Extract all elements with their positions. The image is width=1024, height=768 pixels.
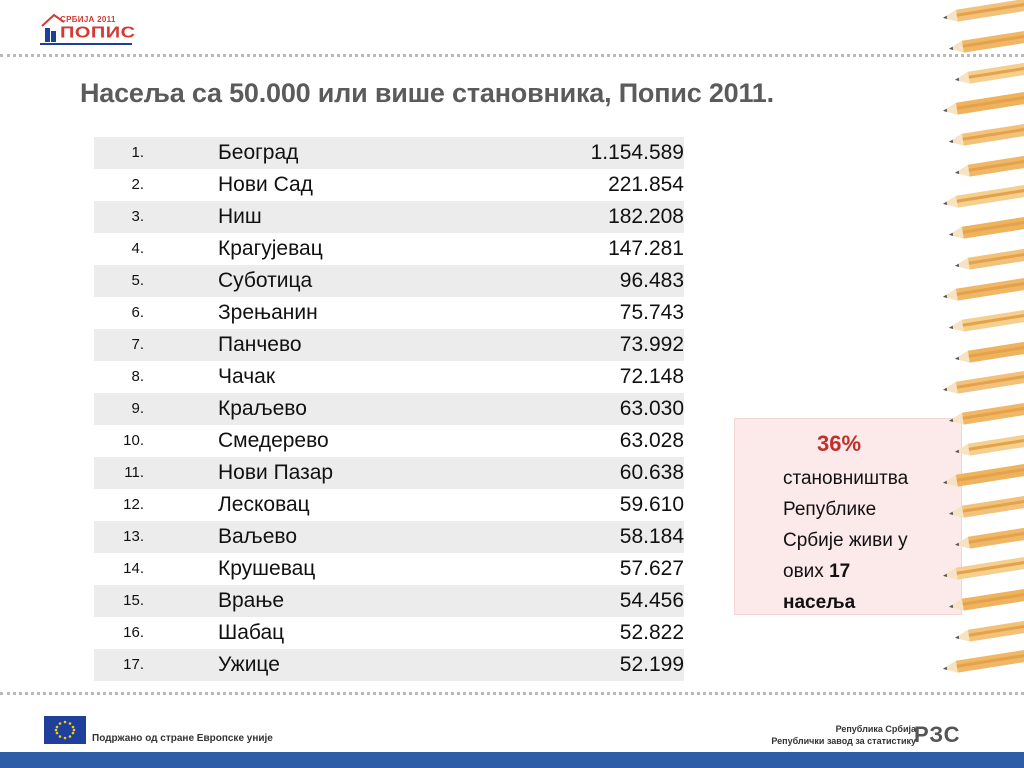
city-cell: Краљево [218,393,468,425]
spacer-cell [144,137,218,169]
pencil-icon [948,394,1024,427]
pencil-icon [954,332,1024,365]
population-cell: 75.743 [619,301,684,324]
table-row [94,169,684,201]
pencil-icon [942,0,1024,24]
population-cell: 96.483 [468,265,684,297]
population-cell: 73.992 [468,329,684,361]
spacer-cell [144,393,218,425]
population-cell: 63.030 [468,393,684,425]
population-cell: 147.281 [608,237,684,260]
table-row [94,201,684,233]
spacer-cell [144,585,218,617]
callout-percent: 36% [817,431,862,456]
pencil-icon [954,518,1024,551]
population-cell: 1.154.589 [468,137,684,169]
spacer-cell [144,265,218,297]
rank-cell: 5. [94,265,144,297]
population-cell: 52.822 [619,621,684,644]
pencil-icon [942,549,1024,582]
rank-cell: 3. [94,201,144,233]
pencil-icon [942,270,1024,303]
population-cell: 54.456 [468,585,684,617]
pencil-icon [942,177,1024,210]
pencil-icon [942,363,1024,396]
spacer-cell [144,233,218,265]
table-row [94,297,684,329]
table-row [94,137,684,169]
pencil-icon [942,84,1024,117]
callout-line: становништва [783,468,909,489]
population-cell: 182.208 [468,201,684,233]
callout-line: Републике [783,499,877,520]
pencil-icon [954,53,1024,86]
eu-flag-icon [44,716,86,744]
logo-name: ПОПИС [60,24,136,42]
callout-line4-prefix: ових [783,561,830,582]
logo-year: СРБИЈА 2011 [60,15,116,24]
table-row [94,617,684,649]
rank-cell: 9. [94,393,144,425]
settlements-table [94,137,684,681]
page-title: Насеља са 50.000 или више становника, Попис 2011. [80,78,774,108]
rank-cell: 13. [94,521,144,553]
popis-logo [40,12,135,48]
population-cell: 58.184 [468,521,684,553]
rank-cell: 4. [131,240,144,257]
population-cell: 60.638 [468,457,684,489]
pencil-icon [948,208,1024,241]
table-row [94,489,684,521]
city-cell: Ваљево [218,521,468,553]
rank-cell: 1. [94,137,144,169]
top-dotted-divider [0,54,1024,57]
table-row [94,457,684,489]
pencil-icon [948,487,1024,520]
rzs-institution: Републички завод за статистику [771,736,916,746]
spacer-cell [144,201,218,233]
rank-cell: 7. [94,329,144,361]
city-cell: Смедерево [218,429,329,452]
callout-line: насеља [783,592,856,613]
table-row [94,553,684,585]
city-cell: Шабац [218,621,285,644]
pencil-icon [948,301,1024,334]
table-row [94,361,684,393]
table-row [94,425,684,457]
pencil-icon [942,456,1024,489]
rank-cell: 12. [123,496,144,513]
rzs-country: Република Србија [835,724,916,734]
city-cell: Крушевац [218,557,316,580]
eu-support-text: Подржано од стране Европске уније [92,733,273,744]
population-cell: 221.854 [608,173,684,196]
city-cell: Нови Пазар [218,457,468,489]
population-cell: 63.028 [619,429,684,452]
rank-cell: 2. [131,176,144,193]
pencil-icon [948,580,1024,613]
spacer-cell [144,425,218,457]
city-cell: Крагујевац [218,237,323,260]
bottom-bar [0,752,1024,768]
spacer-cell [144,521,218,553]
spacer-cell [144,361,218,393]
spacer-cell [144,489,218,521]
city-cell: Нови Сад [218,173,313,196]
table-row [94,233,684,265]
rank-cell: 17. [94,649,144,681]
bottom-dotted-divider [0,692,1024,695]
population-cell: 72.148 [619,365,684,388]
pencil-icon [954,611,1024,644]
pencil-icon [942,642,1024,675]
rank-cell: 6. [131,304,144,321]
city-cell: Лесковац [218,493,310,516]
city-cell: Зрењанин [218,301,318,324]
table-row [94,393,684,425]
callout-count: 17 [829,561,851,582]
rzs-logo: РЗС [914,722,961,747]
rank-cell: 14. [123,560,144,577]
city-cell: Панчево [218,329,468,361]
pencil-icon [954,146,1024,179]
city-cell: Суботица [218,265,468,297]
spacer-cell [144,457,218,489]
table-row [94,265,684,297]
spacer-cell [144,649,218,681]
rank-cell: 11. [94,457,144,489]
spacer-cell [144,553,218,585]
table-row [94,521,684,553]
city-cell: Ниш [218,201,468,233]
pencils-decoration [932,0,1024,700]
city-cell: Чачак [218,365,276,388]
city-cell: Београд [218,137,468,169]
table-row [94,329,684,361]
spacer-cell [144,297,218,329]
summary-callout [734,418,962,615]
rank-cell: 15. [94,585,144,617]
pencil-icon [948,115,1024,148]
population-cell: 57.627 [619,557,684,580]
population-cell: 59.610 [619,493,684,516]
pencil-icon [948,22,1024,55]
spacer-cell [144,169,218,201]
pencil-icon [954,239,1024,272]
pencil-icon [954,425,1024,458]
city-cell: Ужице [218,649,468,681]
population-cell: 52.199 [468,649,684,681]
city-cell: Врање [218,585,468,617]
rank-cell: 16. [123,624,144,641]
spacer-cell [144,329,218,361]
callout-line: Србије живи у [783,530,908,551]
table-row [94,585,684,617]
spacer-cell [144,617,218,649]
table-row [94,649,684,681]
rank-cell: 10. [123,432,144,449]
rank-cell: 8. [131,368,144,385]
